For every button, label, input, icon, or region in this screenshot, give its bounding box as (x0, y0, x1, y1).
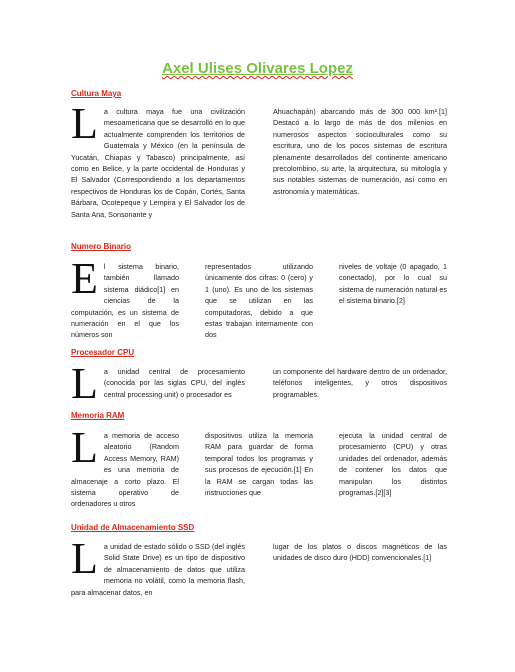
section-column (273, 106, 447, 220)
section-column (71, 99, 245, 220)
section-column (273, 541, 447, 598)
section-procesador-cpu (71, 359, 447, 408)
paragraph-text: representados utilizando únicamente dos cifras: 0 (cero) y 1 (uno). Es uno de los sistemas que se utilizan en las computadoras, debido a que estas trabajan internamente con dos (205, 262, 313, 340)
document-title: Axel Ulises Olivares Lopez (162, 60, 353, 77)
paragraph-text: a unidad central de procesamiento (conocida por las siglas CPU, del inglés central processing unit) o procesador es (103, 367, 245, 399)
paragraph-text: lugar de los platos o discos magnéticos de las unidades de disco duro (HDD) convencionales.[1] (273, 542, 447, 563)
section-column (205, 261, 313, 341)
paragraph-text: ejecuta la unidad central de procesamiento (CPU) y otras unidades del ordenador, además de contener los datos que manipulan los distintos programas.[2][3] (339, 431, 447, 498)
drop-cap: E (71, 254, 98, 303)
section-column (71, 534, 245, 598)
section-column (339, 430, 447, 510)
section-column (205, 430, 313, 510)
heading-unidad-ssd: Unidad de Almacenamiento SSD (71, 523, 195, 532)
section-column (71, 359, 245, 408)
heading-cultura-maya: Cultura Maya (71, 89, 122, 98)
section-column (71, 423, 179, 510)
section-cultura-maya (71, 99, 447, 220)
paragraph-text: un componente del hardware dentro de un ordenador, teléfonos inteligentes, y otros dispositivos programables. (273, 367, 447, 399)
drop-cap: L (71, 359, 98, 408)
paragraph-text: dispositivos utiliza la memoria RAM para guardar de forma temporal todos los programas y sus procesos de ejecución.[1] En la RAM se cargan todas las instrucciones que (205, 431, 313, 498)
heading-procesador-cpu: Procesador CPU (71, 348, 135, 357)
section-memoria-ram (71, 423, 447, 510)
paragraph-text: Ahuachapán) abarcando más de 300 000 km².[1] Destacó a lo largo de más de dos milenios en numerosos aspectos socioculturales como su escritura, uno de los pocos sistemas de escritura plenamente desarrollados del continente americano precolombino, su arte, la arquitectura, su mitología y sus notables sistemas de numeración, así como en astronomía y matemáticas. (273, 107, 447, 196)
section-unidad-ssd (71, 534, 447, 598)
paragraph-text: a memoria de acceso aleatorio (Random Access Memory, RAM) es una memoria de almacenaje a corto plazo. El sistema operativo de ordenadores u otros (71, 431, 179, 509)
drop-cap: L (71, 99, 98, 148)
drop-cap: L (71, 423, 98, 472)
paragraph-text: a cultura maya fue una civilización mesoamericana que se desarrolló en lo que actualmente comprenden los territorios de Guatemala y México (en la península de Yucatán, Chiapas y Tabasco) principalmente, así como en Belice, y la parte occidental de Honduras y El Salvador (Correspondiendo a los departamentos respectivos de Honduras los de Copán, Cortés, Santa Bárbara, Ocotepeque y Lempira y El Salvador los de Santa Ana, Sonsonante y (71, 107, 245, 219)
section-column (71, 254, 179, 341)
paragraph-text: niveles de voltaje (0 apagado, 1 conectado), por lo cual su sistema de numeración natural es el sistema binario.[2] (339, 262, 447, 306)
heading-numero-binario: Numero Binario (71, 242, 132, 251)
section-column (339, 261, 447, 341)
paragraph-text: l sistema binario, también llamado sistema diádico[1] en ciencias de la computación, es un sistema de numeración en el que los números son (71, 262, 179, 340)
section-numero-binario (71, 254, 447, 341)
paragraph-text: a unidad de estado sólido o SSD (del inglés Solid State Drive) es un tipo de dispositivo de almacenamiento de datos que utiliza memoria no volátil, como la memoria flash, para almacenar datos, en (71, 542, 245, 597)
section-column (273, 366, 447, 401)
drop-cap: L (71, 534, 98, 583)
heading-memoria-ram: Memoria RAM (71, 411, 125, 420)
